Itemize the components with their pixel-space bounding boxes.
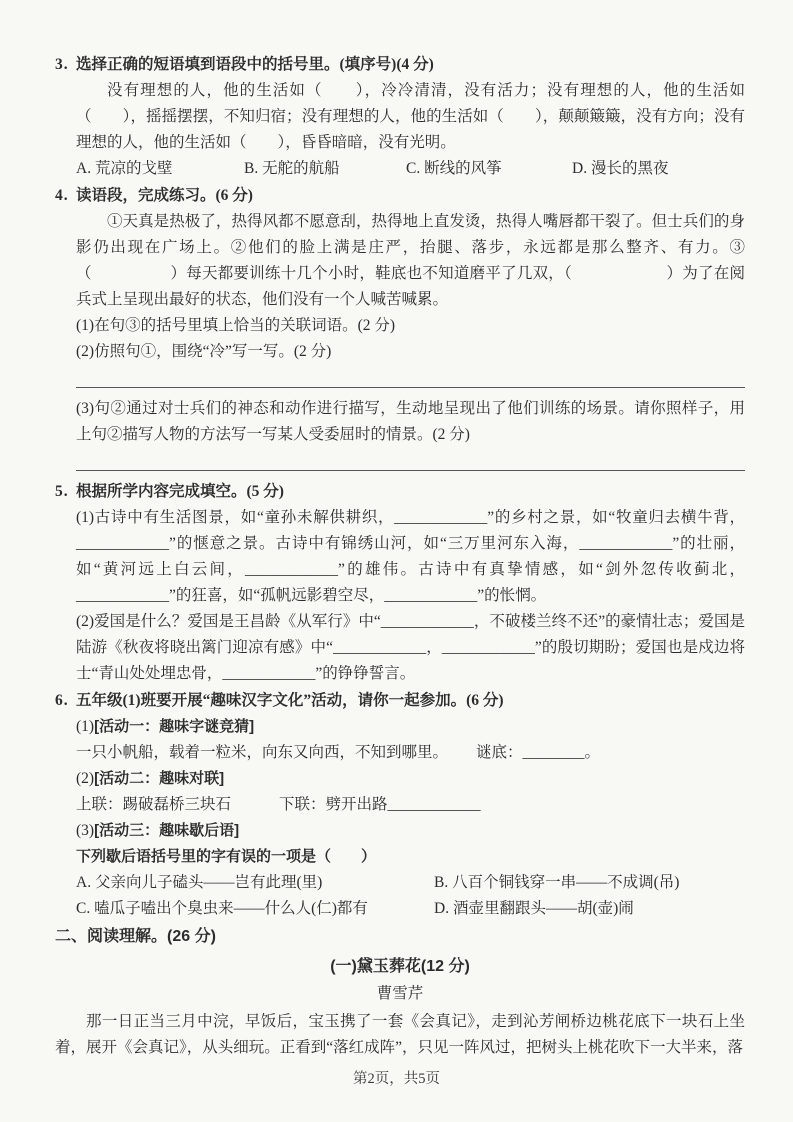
activity-2-name: [活动二：趣味对联] xyxy=(94,770,225,787)
question-4-title: 读语段，完成练习。(6 分) xyxy=(76,187,253,204)
activity-3-option-d: D. 酒壶里翻跟头——胡(壶)闹 xyxy=(434,900,634,917)
section-2-title: 二、阅读理解。(26 分) xyxy=(55,928,216,945)
activity-1-riddle-line xyxy=(76,740,745,766)
reading-passage-title: (一)黛玉葬花(12 分) xyxy=(330,958,470,975)
question-4 xyxy=(55,183,745,471)
question-3 xyxy=(55,52,745,182)
question-5-title: 根据所学内容完成填空。(5 分) xyxy=(76,483,284,500)
question-5-heading xyxy=(55,479,745,505)
question-3-option-b: B. 无舵的航船 xyxy=(244,160,340,177)
question-3-option-a: A. 荒凉的戈壁 xyxy=(76,160,173,177)
question-4-heading xyxy=(55,183,745,209)
answer-blank-line xyxy=(76,365,745,388)
question-4-number: 4. xyxy=(55,187,69,204)
question-5 xyxy=(55,479,745,687)
page-number: 第2页，共5页 xyxy=(353,1071,440,1087)
question-4-sub3: (3)句②通过对士兵们的神态和动作进行描写，生动地呈现出了他们训练的场景。请你照样子，用上句②描写人物的方法写一写某人受委屈时的情景。(2 分) xyxy=(76,400,745,443)
activity-2-label xyxy=(76,766,745,792)
question-3-title: 选择正确的短语填到语段中的括号里。(填序号)(4 分) xyxy=(76,56,434,73)
exam-content xyxy=(55,52,745,1061)
activity-3-name: [活动三：趣味歇后语] xyxy=(94,822,240,839)
question-3-option-d: D. 漫长的黑夜 xyxy=(572,160,669,177)
activity-2-prefix: (2) xyxy=(76,770,95,787)
question-6-title: 五年级(1)班要开展“趣味汉字文化”活动，请你一起参加。(6 分) xyxy=(76,692,504,709)
question-6-number: 6. xyxy=(55,692,69,709)
riddle-text: 一只小帆船，载着一粒米，向东又向西，不知到哪里。 xyxy=(76,744,449,761)
activity-3-question: 下列歇后语括号里的字有误的一项是（ ） xyxy=(76,848,377,865)
question-6-heading xyxy=(55,688,745,714)
activity-3-option-c: C. 嗑瓜子嗑出个臭虫来——什么人(仁)都有 xyxy=(76,900,368,917)
riddle-answer-blank: 谜底：________。 xyxy=(476,744,601,761)
question-5-number: 5. xyxy=(55,483,69,500)
question-3-option-c: C. 断线的风筝 xyxy=(406,160,502,177)
activity-3-options xyxy=(76,870,745,922)
question-3-heading xyxy=(55,52,745,78)
question-6 xyxy=(55,688,745,922)
activity-3-option-b: B. 八百个铜钱穿一串——不成调(吊) xyxy=(434,874,680,891)
reading-passage-text: 那一日正当三月中浣，早饭后，宝玉携了一套《会真记》，走到沁芳闸桥边桃花底下一块石上坐着，展开《会真记》，从头细玩。正看到“落红成阵”，只见一阵风过，把树头上桃花吹下一大半来，落 xyxy=(55,1013,745,1056)
activity-2-couplet-line xyxy=(76,792,745,818)
couplet-first-line: 上联：踢破磊桥三块石 xyxy=(76,796,232,813)
activity-3-label xyxy=(76,818,745,844)
question-5-sub1: (1)古诗中有生活图景，如“童孙未解供耕织，____________”的乡村之景，如“牧童归去横牛背，____________”的惬意之景。古诗中有锦绣山河，如“三万里河东入海，____________”的壮丽，如“黄河远上白云间，____________”的雄伟。古诗中有真挚情感，如“剑外忽传收蓟北，____________”的狂喜，如“孤帆远影碧空尽，____________”的怅惘。 xyxy=(76,509,745,604)
activity-1-label xyxy=(76,714,745,740)
reading-passage-author: 曹雪芹 xyxy=(376,985,424,1002)
activity-1-prefix: (1) xyxy=(76,718,95,735)
answer-blank-line xyxy=(76,448,745,471)
question-4-passage: ①天真是热极了，热得风都不愿意刮，热得地上直发烫，热得人嘴唇都干裂了。但士兵们的身影仍出现在广场上。②他们的脸上满是庄严，抬腿、落步，永远都是那么整齐、有力。③（ ）每天都要训练十几个小时，鞋底也不知道磨平了几双，（ ）为了在阅兵式上呈现出最好的状态，他们没有一个人喊苦喊累。 xyxy=(76,213,745,308)
section-2-reading xyxy=(55,924,745,1061)
couplet-second-line: 下联：劈开出路____________ xyxy=(279,796,481,813)
activity-3-prefix: (3) xyxy=(76,822,95,839)
activity-1-name: [活动一：趣味字谜竞猜] xyxy=(94,718,255,735)
question-3-options xyxy=(76,156,745,182)
activity-3-option-a: A. 父亲向儿子磕头——岂有此理(里) xyxy=(76,874,323,891)
question-4-sub1: (1)在句③的括号里填上恰当的关联词语。(2 分) xyxy=(76,317,396,334)
question-5-sub2: (2)爱国是什么？爱国是王昌龄《从军行》中“____________，不破楼兰终不还”的豪情壮志；爱国是陆游《秋夜将晓出篱门迎凉有感》中“____________，____________”的殷切期盼；爱国也是戍边将士“青山处处埋忠骨，____________”的铮铮誓言。 xyxy=(76,613,745,682)
question-4-sub2: (2)仿照句①，围绕“冷”写一写。(2 分) xyxy=(76,343,332,360)
question-3-number: 3. xyxy=(55,56,69,73)
question-3-passage: 没有理想的人，他的生活如（ ），冷冷清清，没有活力；没有理想的人，他的生活如（ ），摇摇摆摆，不知归宿；没有理想的人，他的生活如（ ），颠颠簸簸，没有方向；没有理想的人，他的生活如（ ），昏昏暗暗，没有光明。 xyxy=(76,82,745,151)
